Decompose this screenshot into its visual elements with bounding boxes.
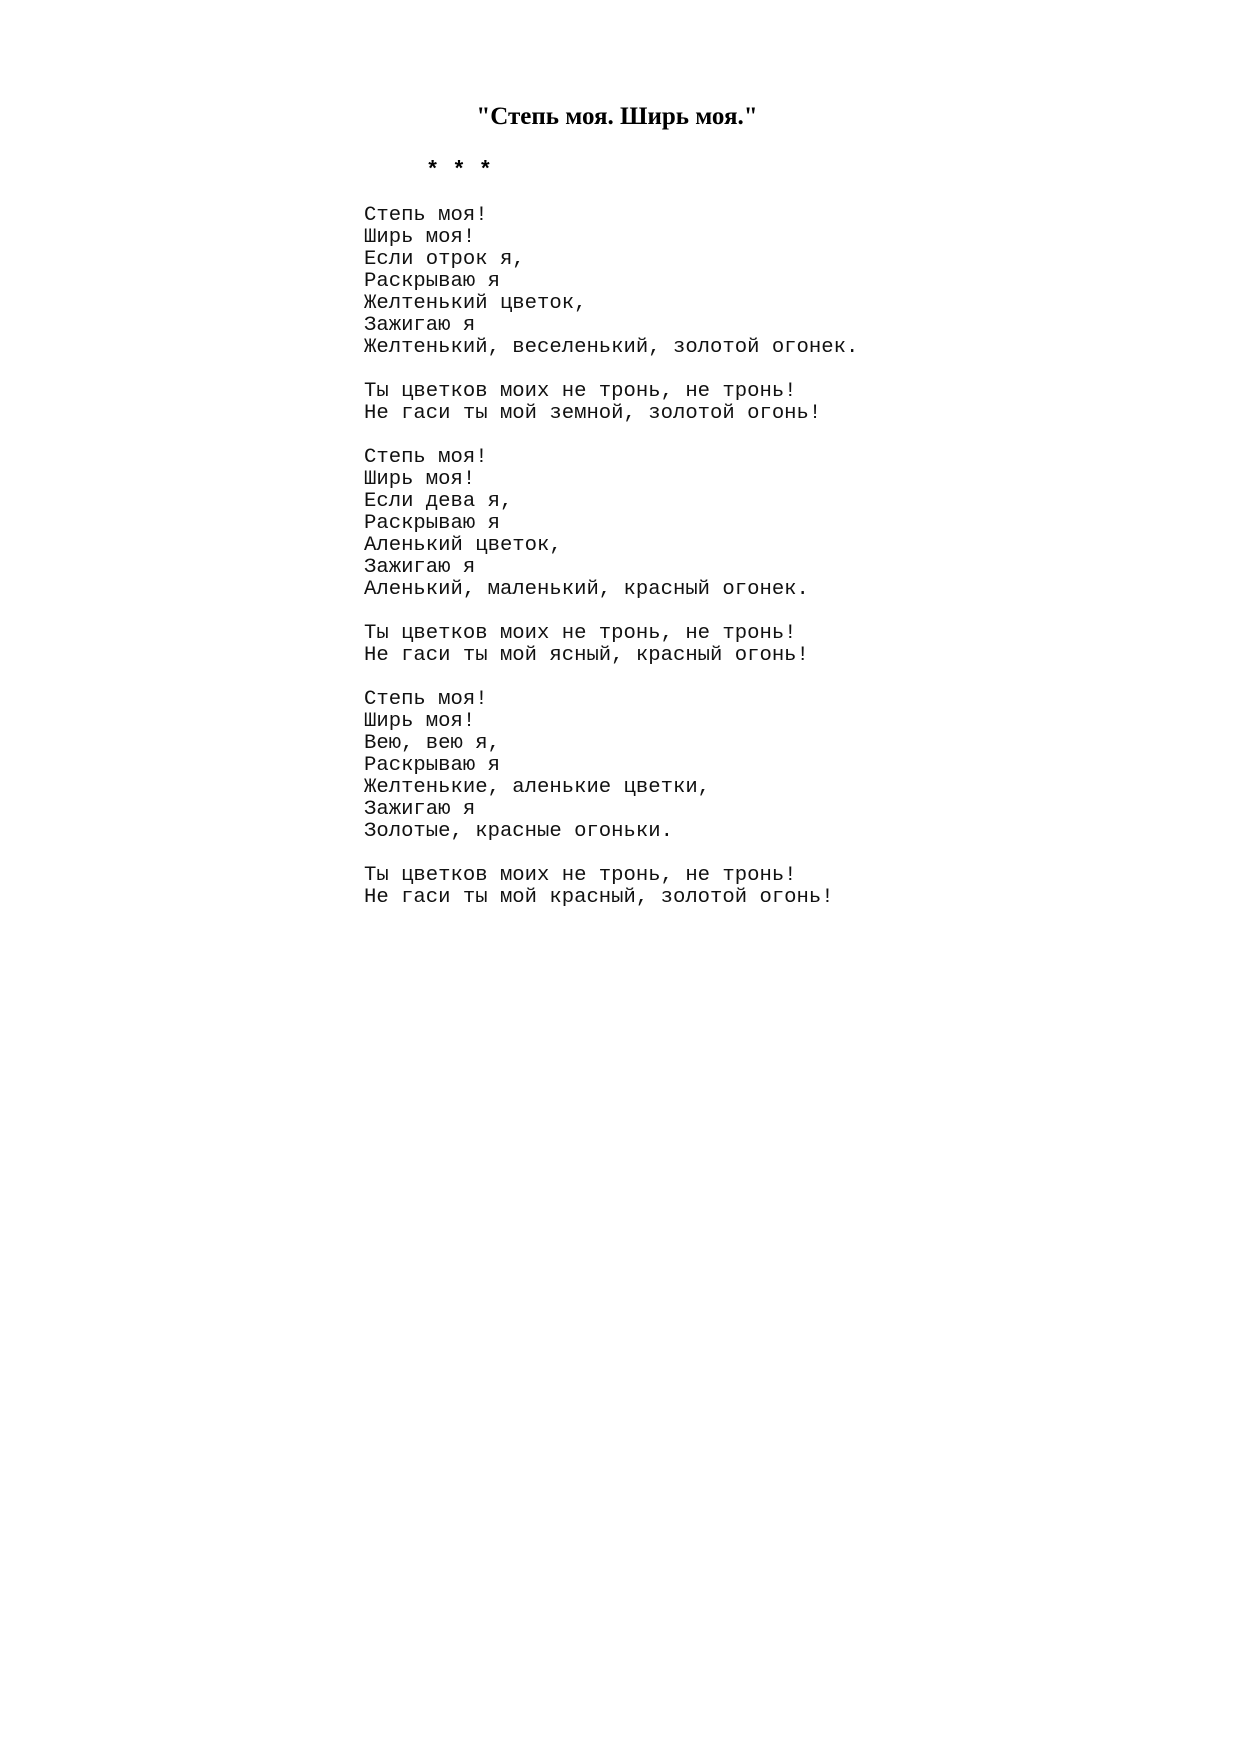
poem-line: Золотые, красные огоньки. (364, 820, 673, 843)
poem-title: "Степь моя. Ширь моя." (476, 103, 758, 130)
stanza (364, 447, 1184, 601)
poem-line: Зажигаю я (364, 798, 476, 821)
poem-line: Степь моя! (364, 204, 488, 227)
poem-line: Не гаси ты мой ясный, красный огонь! (364, 644, 809, 667)
poem-line: Если отрок я, (364, 248, 525, 271)
poem-line: Ширь моя! (364, 226, 476, 249)
poem-line: Ты цветков моих не тронь, не тронь! (364, 622, 797, 645)
poem-line: Аленький цветок, (364, 534, 562, 557)
poem-line: Не гаси ты мой земной, золотой огонь! (364, 402, 822, 425)
poem-line: Раскрываю я (364, 754, 500, 777)
poem-line: Вею, вею я, (364, 732, 500, 755)
poem-line: Если дева я, (364, 490, 513, 513)
poem-line: Ширь моя! (364, 710, 476, 733)
poem-line: Не гаси ты мой красный, золотой огонь! (364, 886, 834, 909)
stanza (364, 689, 1184, 843)
poem-line: Степь моя! (364, 688, 488, 711)
refrain (364, 865, 1184, 909)
poem-line: Зажигаю я (364, 556, 476, 579)
refrain (364, 623, 1184, 667)
poem-line: Аленький, маленький, красный огонек. (364, 578, 809, 601)
refrain (364, 381, 1184, 425)
poem-line: Степь моя! (364, 446, 488, 469)
poem-line: Желтенький, веселенький, золотой огонек. (364, 336, 859, 359)
poem-line: Ширь моя! (364, 468, 476, 491)
stanza (364, 205, 1184, 359)
poem-line: Желтенький цветок, (364, 292, 587, 315)
section-separator: * * * (426, 158, 493, 183)
poem-line: Ты цветков моих не тронь, не тронь! (364, 380, 797, 403)
poem-body (364, 205, 1184, 931)
poem-line: Зажигаю я (364, 314, 476, 337)
poem-line: Раскрываю я (364, 512, 500, 535)
poem-line: Желтенькие, аленькие цветки, (364, 776, 711, 799)
poem-line: Ты цветков моих не тронь, не тронь! (364, 864, 797, 887)
poem-line: Раскрываю я (364, 270, 500, 293)
